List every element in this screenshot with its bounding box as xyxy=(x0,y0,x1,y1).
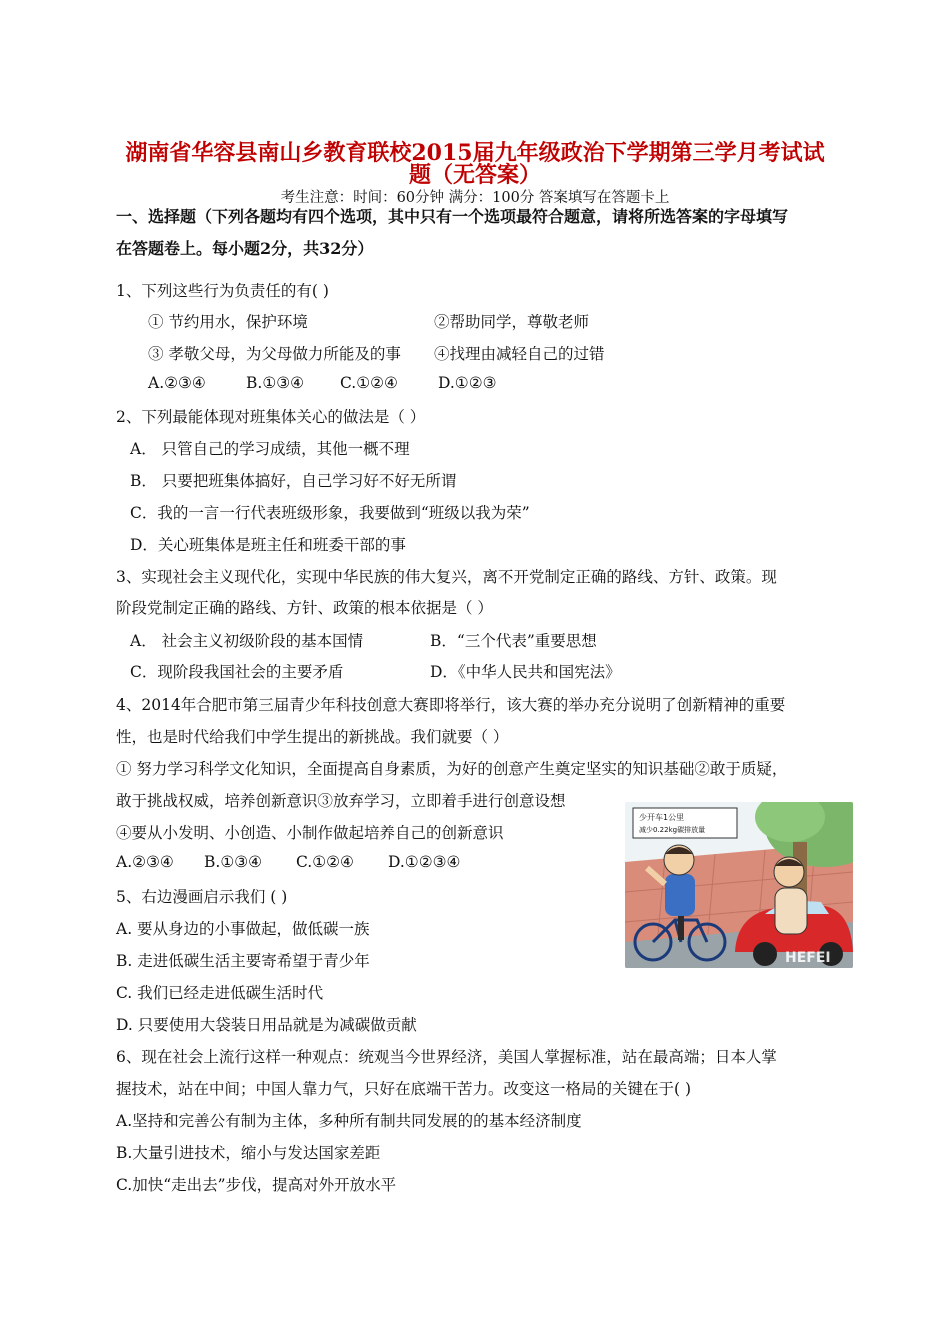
q2-option-d: D．关心班集体是班主任和班委干部的事 xyxy=(130,536,406,554)
q5-option-a: A. 要从身边的小事做起，做低碳一族 xyxy=(116,920,370,938)
q6-stem-line1: 6、现在社会上流行这样一种观点：统观当今世界经济，美国人掌握标准，站在最高端；日本人掌 xyxy=(116,1048,777,1066)
q1-item-2: ②帮助同学，尊敬老师 xyxy=(434,313,590,331)
q4-option-b: B.①③④ xyxy=(204,853,263,871)
q5-option-c: C. 我们已经走进低碳生活时代 xyxy=(116,984,324,1002)
q4-option-c: C.①②④ xyxy=(296,853,354,871)
q4-stem-line1: 4、2014年合肥市第三届青少年科技创意大赛即将举行，该大赛的举办充分说明了创新精神的重要 xyxy=(116,696,786,714)
cartoon-watermark: HEFEI xyxy=(785,950,831,966)
q6-option-c: C.加快“走出去”步伐，提高对外开放水平 xyxy=(116,1176,397,1194)
section-heading-line1: 一、选择题（下列各题均有四个选项，其中只有一个选项最符合题意，请将所选答案的字母填写 xyxy=(116,207,789,226)
q1-item-3: ③ 孝敬父母，为父母做力所能及的事 xyxy=(148,345,401,363)
q2-option-b: B． 只要把班集体搞好，自己学习好不好无所谓 xyxy=(130,472,457,490)
cartoon-sign-line2: 减少0.22kg碳排放量 xyxy=(639,826,706,834)
q1-item-1: ① 节约用水，保护环境 xyxy=(148,313,308,331)
cartoon-sign-line1: 少开车1公里 xyxy=(639,813,685,822)
exam-notice: 考生注意：时间：60分钟 满分：100分 答案填写在答题卡上 xyxy=(280,190,670,206)
q4-option-a: A.②③④ xyxy=(116,853,174,871)
q3-option-a: A． 社会主义初级阶段的基本国情 xyxy=(130,632,364,650)
q3-option-c: C．现阶段我国社会的主要矛盾 xyxy=(130,663,344,681)
exam-title-line2: 题（无答案） xyxy=(408,162,541,188)
q4-item-line2: 敢于挑战权威，培养创新意识③放弃学习，立即着手进行创意设想 xyxy=(116,792,566,810)
q5-stem: 5、右边漫画启示我们 ( ) xyxy=(116,888,288,906)
q3-stem-line2: 阶段党制定正确的路线、方针、政策的根本依据是（ ） xyxy=(116,599,493,617)
low-carbon-cartoon xyxy=(625,802,853,968)
q1-option-b: B.①③④ xyxy=(246,374,305,392)
cartoon-illustration xyxy=(625,802,853,968)
q6-option-b: B.大量引进技术，缩小与发达国家差距 xyxy=(116,1144,381,1162)
q3-option-b: B．“三个代表”重要思想 xyxy=(430,632,597,650)
driver-figure xyxy=(774,857,807,934)
q4-item-line3: ④要从小发明、小创造、小制作做起培养自己的创新意识 xyxy=(116,824,504,842)
q6-stem-line2: 握技术，站在中间；中国人靠力气，只好在底端干苦力。改变这一格局的关键在于( ) xyxy=(116,1080,692,1098)
q4-option-d: D.①②③④ xyxy=(388,853,461,871)
q3-stem-line1: 3、实现社会主义现代化，实现中华民族的伟大复兴，离不开党制定正确的路线、方针、政策。现 xyxy=(116,568,777,586)
q2-stem: 2、下列最能体现对班集体关心的做法是（ ） xyxy=(116,408,426,426)
q1-item-4: ④找理由减轻自己的过错 xyxy=(434,345,605,363)
q1-stem: 1、下列这些行为负责任的有( ) xyxy=(116,282,329,300)
q2-option-c: C．我的一言一行代表班级形象，我要做到“班级以我为荣” xyxy=(130,504,530,522)
q1-option-a: A.②③④ xyxy=(148,374,206,392)
q1-option-d: D.①②③ xyxy=(438,374,497,392)
exam-title-line1: 湖南省华容县南山乡教育联校2015届九年级政治下学期第三学月考试试 xyxy=(125,140,825,166)
q4-stem-line2: 性，也是时代给我们中学生提出的新挑战。我们就要（ ） xyxy=(116,728,509,746)
q5-option-d: D. 只要使用大袋装日用品就是为减碳做贡献 xyxy=(116,1016,417,1034)
q3-option-d: D．《中华人民共和国宪法》 xyxy=(430,663,621,681)
q5-option-b: B. 走进低碳生活主要寄希望于青少年 xyxy=(116,952,370,970)
q4-item-line1: ① 努力学习科学文化知识，全面提高自身素质，为好的创意产生奠定坚实的知识基础②敢于质疑， xyxy=(116,760,788,778)
q6-option-a: A.坚持和完善公有制为主体，多种所有制共同发展的的基本经济制度 xyxy=(116,1112,582,1130)
q1-option-c: C.①②④ xyxy=(340,374,398,392)
q2-option-a: A． 只管自己的学习成绩，其他一概不理 xyxy=(130,440,410,458)
section-heading-line2: 在答题卷上。每小题2分，共32分） xyxy=(116,239,374,258)
